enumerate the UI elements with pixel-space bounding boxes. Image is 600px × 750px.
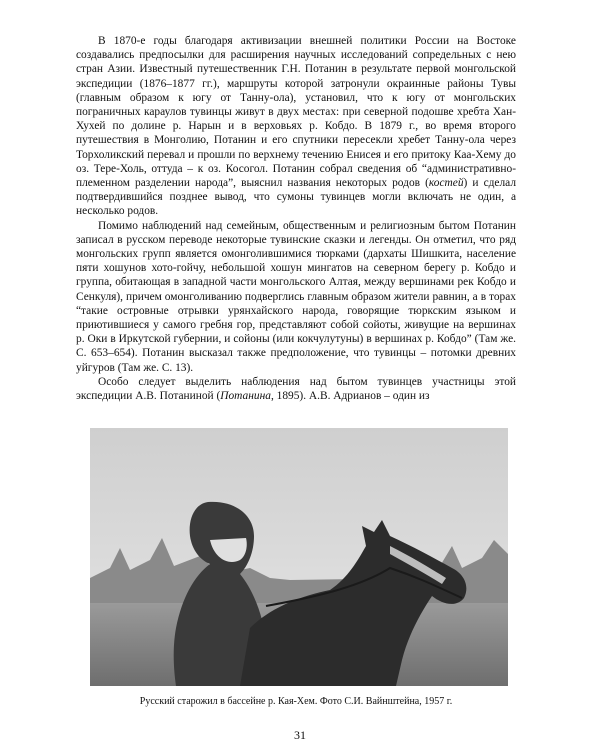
body-text <box>76 34 516 403</box>
text-segment: , 1895). А.В. Адрианов – один из <box>270 390 430 403</box>
paragraph-2 <box>76 219 516 375</box>
text-segment: В 1870-е годы благодаря активизации внешней политики России на Востоке создавались предпосылки для расширения научных исследований сопредельных с нею стран Азии. Известный путешественник Г.Н. Потанин в результате первой монгольской экспедиции (1876–1877 гг.), маршруты которой затронули окраинные районы Тувы (главным образом к югу от Танну-ола), установил, что к югу от монгольских пограничных караулов тувинцы живут в двух местах: при северной подошве хребта Хан-Хухей по долине р. Нарын и в верховьях р. Кобдо. В 1879 г., во время второго путешествия в Монголию, Потанин и его спутники пересекли хребет Танну-ола через Торхоликский перевал и прошли по верхнему течению Енисея и его притоку Каа-Хему до оз. Тере-Холь, оттуда – к оз. Косогол. Потанин собрал сведения об “административно-племенном разделении народа”, выяснил названия некоторых родов ( <box>76 35 516 190</box>
photo-caption: Русский старожил в бассейне р. Кая-Хем. Фото С.И. Вайнштейна, 1957 г. <box>139 696 453 707</box>
text-segment: ) и сделал подтвердившийся позднее вывод, что сумоны тувинцев могли включать не один, а несколько родов. <box>76 177 517 218</box>
italic-term: костей <box>428 177 464 190</box>
italic-citation: Потанина <box>220 390 271 403</box>
page-number: 31 <box>294 728 306 742</box>
photograph <box>90 428 508 686</box>
paragraph-1 <box>76 34 516 219</box>
text-segment: Особо следует выделить наблюдения над бытом тувинцев участницы этой экспедиции А.В. Потаниной ( <box>76 375 516 403</box>
paragraph-3 <box>76 375 516 403</box>
text-segment: Помимо наблюдений над семейным, общественным и религиозным бытом Потанин записал в русском переводе некоторые тувинские сказки и легенды. Он отметил, что ряд монгольских групп является омонголившимися тюрками (дархаты Шишкита, население пяти хошунов хото-гойчу, небольшой хошун мингатов на северном берегу р. Кобдо и группа, обитающая в западной части монгольского Алтая, между вершинами рек Кобдо и Сенкуля), причем омонголиванию подверглись главным образом жители равнин, а в торах “такие островные отрывки урянхайского народа, говорящие тюркским языком и приютившиеся у самого гребня гор, представляют собой сойоты, живущие на вершинах р. Оки в Иркутской губернии, и сойоны (или кокчулутуны) в вершинах р. Кобдо” (Там же. С. 653–654). Потанин высказал также предположение, что тувинцы – потомки древних уйгуров (Там же. С. 13). <box>76 219 516 374</box>
